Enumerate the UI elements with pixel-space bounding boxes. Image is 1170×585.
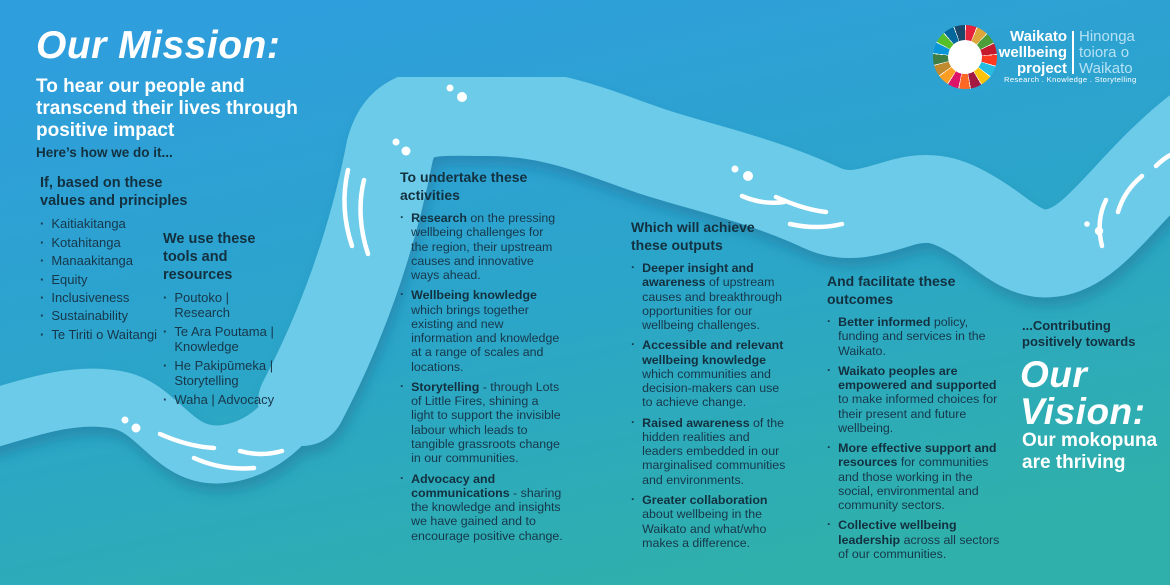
vision-lead-in: ...Contributing positively towards [1022, 318, 1136, 350]
bullet-dot: · [400, 210, 405, 224]
list-item-text: Poutoko | Research [174, 290, 230, 321]
list-item-text: Greater collaboration about wellbeing in the Waikato and what/who makes a difference. [642, 492, 768, 550]
list-item [631, 261, 789, 332]
list-item-text: Deeper insight and awareness of upstream causes and breakthrough opportunities for our wellbeing challenges. [642, 261, 782, 333]
list-item [400, 211, 564, 282]
list-item [400, 380, 564, 466]
list-item [631, 338, 789, 409]
values-heading: If, based on these values and principles [40, 175, 188, 210]
logo-tagline: Research . Knowledge . Storytelling [1004, 75, 1137, 84]
list-item [631, 416, 789, 487]
list-item [163, 291, 287, 321]
logo-org-line: project [1016, 60, 1067, 78]
list-item [827, 518, 1007, 561]
list-item [400, 288, 564, 374]
logo-maori-line: Hinonga [1079, 28, 1135, 45]
outputs-column [631, 219, 789, 556]
bullet-dot: · [163, 324, 168, 340]
list-item-text: Equity [51, 271, 88, 287]
logo-org-name [962, 29, 1067, 77]
bullet-dot: · [827, 440, 832, 455]
bullet-dot: · [40, 290, 45, 305]
bullet-dot: · [40, 216, 45, 232]
bullet-dot: · [631, 260, 636, 274]
list-item-text: Kotahitanga [51, 234, 121, 250]
activities-list [400, 211, 564, 543]
logo-maori-line: Waikato [1079, 60, 1133, 78]
bullet-dot: · [400, 378, 405, 393]
list-item-text: Raised awareness of the hidden realities and leaders embedded in our marginalised communities and environments. [642, 415, 786, 487]
list-item [827, 441, 1007, 512]
logo-maori-name [1079, 29, 1159, 77]
list-item-text: He Pakipūmeka | Storytelling [174, 358, 274, 389]
logo-org-line: wellbeing [998, 44, 1067, 62]
bullet-dot: · [631, 414, 636, 429]
bullet-dot: · [827, 517, 832, 532]
list-item-text: Collective wellbeing leadership across all sectors of our communities. [838, 518, 1000, 561]
list-item [163, 325, 287, 355]
list-item-text: Te Tiriti o Waitangi [51, 326, 158, 342]
bullet-dot: · [400, 287, 405, 302]
vision-subtitle: Our mokopuna are thriving [1022, 430, 1158, 474]
bullet-dot: · [40, 271, 45, 287]
list-item-text: Advocacy and communications - sharing the knowledge and insights we have gained and to encourage positive change. [411, 471, 563, 543]
bullet-dot: · [827, 314, 832, 328]
activities-column [400, 169, 564, 549]
outputs-heading: Which will achieve these outputs [631, 219, 755, 253]
bullet-dot: · [631, 491, 636, 506]
list-item-text: Accessible and relevant wellbeing knowledge which communities and decision-makers can use to achieve change. [642, 338, 784, 410]
list-item-text: Waikato peoples are empowered and supported to make informed choices for their present and future wellbeing. [838, 363, 998, 435]
list-item-text: Kaitiakitanga [51, 216, 126, 232]
tools-heading: We use these tools and resources [163, 231, 256, 284]
list-item [400, 472, 564, 543]
list-item [163, 393, 287, 408]
list-item-text: Better informed policy, funding and services in the Waikato. [838, 315, 986, 358]
logo-org-line: Waikato [1010, 28, 1067, 45]
bullet-dot: · [827, 362, 832, 377]
bullet-dot: · [163, 358, 168, 374]
outputs-list [631, 261, 789, 550]
bullet-dot: · [40, 326, 45, 342]
bullet-dot: · [40, 308, 45, 324]
outcomes-column [827, 273, 1007, 567]
bullet-dot: · [40, 253, 45, 269]
list-item [631, 493, 789, 550]
outcomes-heading: And facilitate these outcomes [827, 273, 956, 307]
bullet-dot: · [40, 234, 45, 250]
list-item [163, 359, 287, 389]
list-item-text: Waha | Advocacy [174, 392, 275, 407]
mission-intro: Here’s how we do it... [36, 145, 173, 160]
mission-title: Our Mission: [36, 24, 281, 67]
outcomes-list [827, 315, 1007, 561]
logo-maori-line: toiora o [1079, 44, 1130, 62]
list-item-text: Research on the pressing wellbeing challenges for the region, their upstream causes and innovative ways ahead. [411, 211, 556, 283]
list-item-text: Manaakitanga [51, 253, 134, 269]
tools-column [163, 230, 287, 412]
logo-divider [1072, 31, 1074, 74]
bullet-dot: · [163, 290, 168, 306]
list-item-text: Wellbeing knowledge which brings together existing and new information and knowledge at a range of scales and locations. [411, 288, 560, 374]
bullet-dot: · [631, 337, 636, 352]
list-item [827, 315, 1007, 358]
bullet-dot: · [400, 470, 405, 485]
mission-subtitle: To hear our people and transcend their lives through positive impact [36, 76, 298, 142]
vision-title: Our Vision: [1020, 354, 1146, 432]
list-item-text: Storytelling - through Lots of Little Fires, shining a light to support the invisible labour which leads to tangible grassroots change in our communities. [411, 379, 561, 466]
list-item [827, 364, 1007, 435]
bullet-dot: · [163, 392, 168, 407]
list-item-text: Sustainability [51, 308, 128, 324]
activities-heading: To undertake these activities [400, 169, 528, 203]
tools-list [163, 291, 287, 408]
list-item-text: More effective support and resources for communities and those working in the social, environmental and community sectors. [838, 441, 997, 513]
list-item-text: Te Ara Poutama | Knowledge [174, 324, 274, 355]
list-item-text: Inclusiveness [51, 290, 130, 305]
